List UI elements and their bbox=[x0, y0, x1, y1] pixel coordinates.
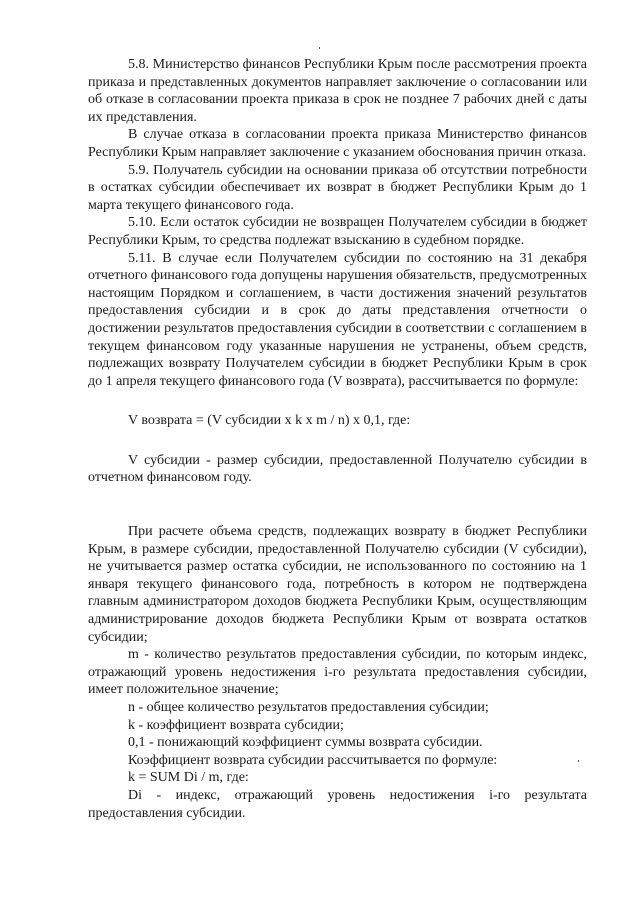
document-text bbox=[88, 56, 587, 822]
definition-coefficient: 0,1 - понижающий коэффициент суммы возврата субсидии. bbox=[128, 735, 483, 751]
coefficient-intro: Коэффициент возврата субсидии рассчитывается по формуле: bbox=[128, 752, 498, 768]
definition-n: n - общее количество результатов предоставления субсидии; bbox=[128, 700, 489, 715]
formula-v-return: V возврата = (V субсидии x k x m / n) x 0,1, где: bbox=[128, 413, 411, 429]
formula-k: k = SUM Di / m, где: bbox=[128, 770, 249, 786]
paragraph-calculation: При расчете объема средств, подлежащих возврату в бюджет Республики Крым, в размере субсидии, предоставленной Получателю субсидии (V субсидии), не учитывается размер остатка субсидии, не использованного по состоянию на 1 января текущего финансового года, потребность в котором не подтверждена главным администратором доходов бюджета Республики Крым, осуществляющим администрирование доходов бюджета Республики Крым от возврата остатков субсидии; bbox=[88, 524, 587, 645]
definition-di: Di - индекс, отражающий уровень недостижения i-го результата предоставления субсидии. bbox=[88, 787, 587, 821]
scan-speck bbox=[319, 47, 320, 49]
definition-v-subsidy: V субсидии - размер субсидии, предоставленной Получателю субсидии в отчетном финансовом году. bbox=[88, 452, 587, 486]
definition-m: m - количество результатов предоставления субсидии, по которым индекс, отражающий уровень недостижения i-го результата предоставления субсидии, имеет положительное значение; bbox=[88, 647, 587, 698]
paragraph-refusal: В случае отказа в согласовании проекта приказа Министерство финансов Республики Крым направляет заключение с указанием обоснования причин отказа. bbox=[88, 127, 587, 160]
scan-speck bbox=[578, 760, 579, 762]
paragraph-5-8: 5.8. Министерство финансов Республики Крым после рассмотрения проекта приказа и представленных документов направляет заключение о согласовании или об отказе в согласовании проекта приказа в срок не позднее 7 рабочих дней с даты их представления. bbox=[88, 57, 587, 125]
paragraph-5-10: 5.10. Если остаток субсидии не возвращен Получателем субсидии в бюджет Республики Крым, то средства подлежат взысканию в судебном порядке. bbox=[88, 215, 587, 248]
paragraph-5-9: 5.9. Получатель субсидии на основании приказа об отсутствии потребности в остатках субсидии обеспечивает их возврат в бюджет Республики Крым до 1 марта текущего финансового года. bbox=[88, 162, 587, 213]
paragraph-5-11: 5.11. В случае если Получателем субсидии по состоянию на 31 декабря отчетного финансового года допущены нарушения обязательств, предусмотренных настоящим Порядком и соглашением, в части достижения значений результатов предоставления субсидии и в срок до даты представления отчетности о достижении результатов предоставления субсидии в соответствии с соглашением в текущем финансовом году указанные нарушения не устранены, объем средств, подлежащих возврату Получателем субсидии в бюджет Республики Крым в срок до 1 апреля текущего финансового года (V возврата), рассчитывается по формуле: bbox=[88, 250, 587, 389]
definition-k: k - коэффициент возврата субсидии; bbox=[128, 717, 344, 733]
